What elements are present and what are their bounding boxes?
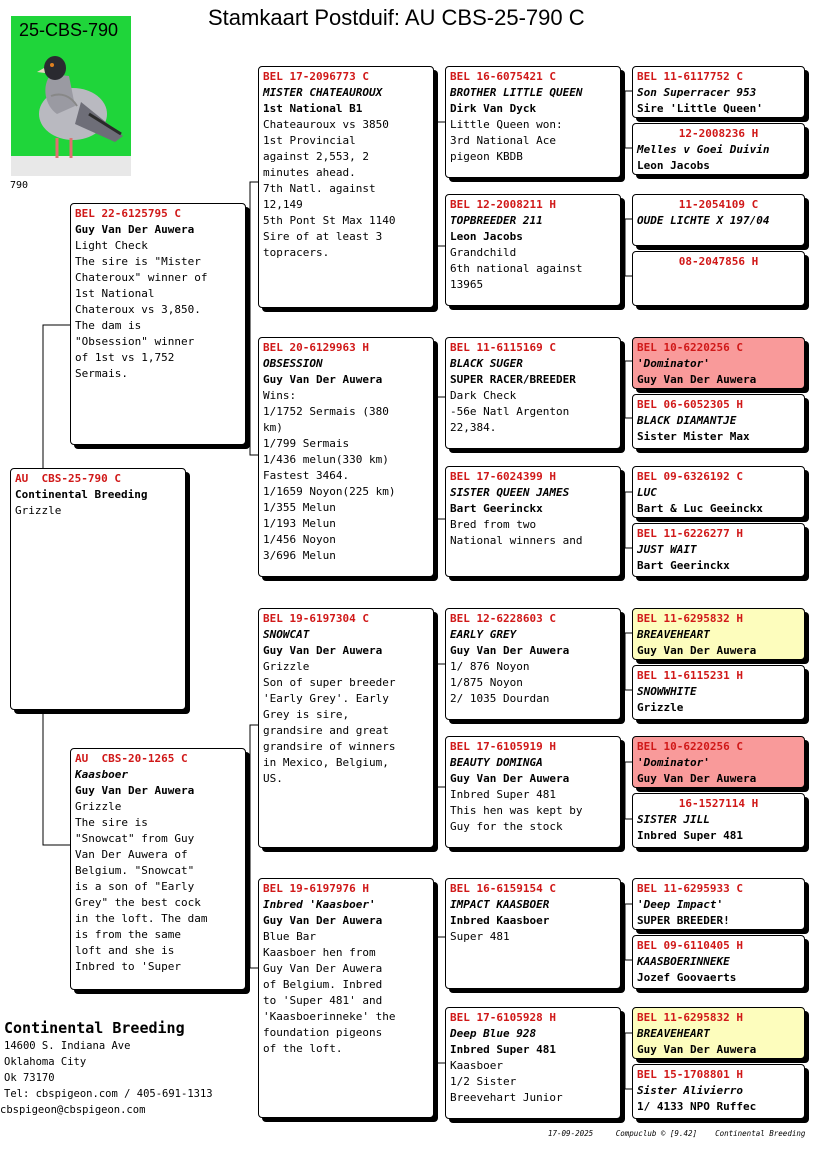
text-line: The sire is: [75, 816, 148, 829]
gen4-card[interactable]: [445, 878, 621, 989]
text-line: 22,384.: [450, 421, 497, 434]
pigeon-name: BREAVEHEART: [637, 1027, 710, 1040]
owner: Inbred Super 481: [450, 1043, 556, 1056]
gen5-card[interactable]: [632, 878, 805, 930]
gen5-card[interactable]: [632, 123, 805, 175]
ring-number: BEL 11-6117752 C: [637, 70, 743, 83]
text-line: 2/ 1035 Dourdan: [450, 692, 550, 705]
gen5-card[interactable]: [632, 66, 805, 118]
ring-number: BEL 06-6052305 H: [637, 398, 743, 411]
gen5-card[interactable]: [632, 251, 805, 306]
text-line: Kaasboer: [450, 1059, 503, 1072]
text-line: Kaasboer hen from: [263, 946, 376, 959]
ring-number: BEL 19-6197976 H: [263, 882, 369, 895]
father-card[interactable]: [70, 203, 246, 445]
grandsire-maternal-card[interactable]: [258, 608, 434, 848]
text-line: Grandchild: [450, 246, 517, 259]
text-line: to 'Super 481' and: [263, 994, 383, 1007]
text-line: loft and she is: [75, 944, 175, 957]
ring-number: BEL 19-6197304 C: [263, 612, 369, 625]
breeder-name: Continental Breeding: [4, 1019, 185, 1037]
text-line: of the loft.: [263, 1042, 343, 1055]
gen5-card[interactable]: [632, 935, 805, 989]
text-line: is from the same: [75, 928, 181, 941]
text-line: km): [263, 421, 283, 434]
text-line: of Belgium. Inbred: [263, 978, 383, 991]
gen4-card[interactable]: [445, 66, 621, 178]
print-date: 17-09-2025: [548, 1129, 594, 1138]
gen5-card[interactable]: [632, 466, 805, 518]
breeder-contact: [0, 1018, 213, 1118]
ring-number: BEL 10-6220256 C: [637, 341, 743, 354]
owner: Bart & Luc Geeinckx: [637, 502, 763, 515]
phone-line: Tel: cbspigeon.com / 405-691-1313: [4, 1088, 213, 1100]
text-line: Grizzle: [263, 660, 310, 673]
text-line: foundation pigeons: [263, 1026, 383, 1039]
owner: Guy Van Der Auwera: [637, 772, 757, 785]
text-line: 'Early Grey'. Early: [263, 692, 389, 705]
owner: Leon Jacobs: [637, 159, 710, 172]
ring-number: BEL 11-6295832 H: [637, 1011, 743, 1024]
pigeon-name: Inbred 'Kaasboer': [263, 898, 376, 911]
text-line: 1/193 Melun: [263, 517, 336, 530]
pigeon-name: MISTER CHATEAUROUX: [263, 86, 383, 99]
pigeon-name: Deep Blue 928: [450, 1027, 537, 1040]
pigeon-name: OBSESSION: [263, 357, 323, 370]
text-line: Van Der Auwera of: [75, 848, 188, 861]
ring-number: BEL 09-6326192 C: [637, 470, 743, 483]
ring-number: 12-2008236 H: [678, 127, 759, 140]
footer-breeder: Continental Breeding: [715, 1129, 806, 1138]
ring-number: BEL 11-6115169 C: [450, 341, 556, 354]
subject-card[interactable]: [10, 468, 186, 710]
owner: SUPER BREEDER!: [637, 914, 730, 927]
text-line: The dam is: [75, 319, 142, 332]
pigeon-name: 'Dominator': [637, 756, 710, 769]
owner: Guy Van Der Auwera: [450, 772, 570, 785]
text-line: Grizzle: [15, 504, 62, 517]
text-line: 1st Provincial: [263, 134, 356, 147]
photo-label: 25-CBS-790: [19, 20, 119, 40]
owner: Dirk Van Dyck: [450, 102, 537, 115]
pigeon-name: 'Dominator': [637, 357, 710, 370]
text-line: 1/875 Noyon: [450, 676, 523, 689]
pigeon-name: Melles v Goei Duivin: [637, 143, 770, 156]
text-line: Sermais.: [75, 367, 128, 380]
ring-number: BEL 09-6110405 H: [637, 939, 743, 952]
ring-number: AU CBS-25-790 C: [15, 472, 121, 485]
gen5-card[interactable]: [632, 665, 805, 720]
ring-number: BEL 15-1708801 H: [637, 1068, 743, 1081]
ring-number: 08-2047856 H: [678, 255, 759, 268]
pigeon-name: SNOWWHITE: [637, 685, 697, 698]
pigeon-name: BEAUTY DOMINGA: [450, 756, 543, 769]
text-line: 13965: [450, 278, 484, 291]
owner: Guy Van Der Auwera: [637, 373, 757, 386]
mother-card[interactable]: [70, 748, 246, 990]
text-line: -56e Natl Argenton: [450, 405, 570, 418]
ring-number: BEL 20-6129963 H: [263, 341, 369, 354]
text-line: in the loft. The dam: [75, 912, 208, 925]
owner: Continental Breeding: [15, 488, 148, 501]
text-line: grandsire and great: [263, 724, 389, 737]
text-line: Breevehart Junior: [450, 1091, 563, 1104]
text-line: "Obsession" winner: [75, 335, 195, 348]
text-line: Guy for the stock: [450, 820, 563, 833]
pigeon-name: SNOWCAT: [263, 628, 310, 641]
gen5-card[interactable]: [632, 523, 805, 577]
ring-number: AU CBS-20-1265 C: [75, 752, 188, 765]
gen5-card[interactable]: [632, 1007, 805, 1059]
text-line: Belgium. "Snowcat": [75, 864, 195, 877]
owner: Guy Van Der Auwera: [75, 223, 195, 236]
owner: Sire 'Little Queen': [637, 102, 763, 115]
ring-number: BEL 11-6226277 H: [637, 527, 743, 540]
owner: SUPER RACER/BREEDER: [450, 373, 576, 386]
owner: Grizzle: [637, 701, 684, 714]
gen4-card[interactable]: [445, 1007, 621, 1119]
text-line: 1/799 Sermais: [263, 437, 350, 450]
pigeon-name: Kaasboer: [75, 768, 128, 781]
gen5-card[interactable]: [632, 608, 805, 660]
gen4-card[interactable]: [445, 337, 621, 449]
text-line: 7th Natl. against: [263, 182, 376, 195]
ring-number: BEL 17-6105919 H: [450, 740, 556, 753]
ring-number: BEL 12-2008211 H: [450, 198, 556, 211]
software-credit: Compuclub © [9.42]: [615, 1129, 698, 1138]
gen5-card[interactable]: [632, 194, 805, 246]
granddam-maternal-card[interactable]: [258, 878, 434, 1118]
text-line: 1/1752 Sermais (380: [263, 405, 389, 418]
owner: Bart Geerinckx: [450, 502, 543, 515]
owner: Guy Van Der Auwera: [75, 784, 195, 797]
pigeon-name: BROTHER LITTLE QUEEN: [450, 86, 583, 99]
pigeon-name: LUC: [637, 486, 657, 499]
owner: Bart Geerinckx: [637, 559, 730, 572]
text-line: Guy Van Der Auwera: [263, 962, 383, 975]
owner: Inbred Kaasboer: [450, 914, 550, 927]
ring-number: 16-1527114 H: [678, 797, 759, 810]
text-line: Son of super breeder: [263, 676, 396, 689]
owner: Guy Van Der Auwera: [263, 373, 383, 386]
text-line: 5th Pont St Max 1140: [263, 214, 396, 227]
text-line: This hen was kept by: [450, 804, 583, 817]
text-line: The sire is "Mister: [75, 255, 201, 268]
owner: Guy Van Der Auwera: [263, 644, 383, 657]
owner: Guy Van Der Auwera: [263, 914, 383, 927]
text-line: Wins:: [263, 389, 297, 402]
address-line: Ok 73170: [4, 1072, 55, 1084]
text-line: National winners and: [450, 534, 583, 547]
owner: Guy Van Der Auwera: [637, 644, 757, 657]
ring-number: BEL 10-6220256 C: [637, 740, 743, 753]
owner: Guy Van Der Auwera: [450, 644, 570, 657]
text-line: pigeon KBDB: [450, 150, 523, 163]
text-line: 3rd National Ace: [450, 134, 556, 147]
gen5-card[interactable]: [632, 394, 805, 449]
text-line: is a son of "Early: [75, 880, 195, 893]
ring-number: BEL 22-6125795 C: [75, 207, 181, 220]
text-line: Sire of at least 3: [263, 230, 383, 243]
text-line: Dark Check: [450, 389, 517, 402]
owner: Inbred Super 481: [637, 829, 743, 842]
pigeon-name: Sister Alivierro: [637, 1084, 743, 1097]
text-line: of 1st vs 1,752: [75, 351, 175, 364]
text-line: Chateauroux vs 3850: [263, 118, 389, 131]
text-line: 'Kaasboerinneke' the: [263, 1010, 396, 1023]
owner: Sister Mister Max: [637, 430, 750, 443]
text-line: Fastest 3464.: [263, 469, 350, 482]
pigeon-name: SISTER QUEEN JAMES: [450, 486, 570, 499]
gen5-card[interactable]: [632, 1064, 805, 1119]
text-line: Light Check: [75, 239, 148, 252]
gen4-card[interactable]: [445, 194, 621, 306]
address-line: 14600 S. Indiana Ave: [4, 1040, 131, 1052]
ring-number: BEL 16-6159154 C: [450, 882, 556, 895]
ring-number: BEL 12-6228603 C: [450, 612, 556, 625]
email-line: cbspigeon@cbspigeon.com: [0, 1104, 146, 1116]
ring-number: BEL 16-6075421 C: [450, 70, 556, 83]
text-line: Grizzle: [75, 800, 122, 813]
pigeon-name: EARLY GREY: [450, 628, 517, 641]
text-line: Super 481: [450, 930, 510, 943]
photo-number: 790: [10, 180, 29, 191]
pigeon-name: BLACK SUGER: [450, 357, 523, 370]
owner: 1/ 4133 NPO Ruffec: [637, 1100, 757, 1113]
text-line: 6th national against: [450, 262, 583, 275]
text-line: Inbred Super 481: [450, 788, 556, 801]
ring-number: BEL 11-6295832 H: [637, 612, 743, 625]
ring-number: BEL 11-6115231 H: [637, 669, 743, 682]
text-line: grandsire of winners: [263, 740, 396, 753]
text-line: minutes ahead.: [263, 166, 356, 179]
text-line: Bred from two: [450, 518, 537, 531]
pigeon-name: Son Superracer 953: [637, 86, 757, 99]
pigeon-name: SISTER JILL: [637, 813, 710, 826]
text-line: 1/2 Sister: [450, 1075, 517, 1088]
gen4-card[interactable]: [445, 736, 621, 848]
text-line: Grey is sire,: [263, 708, 350, 721]
text-line: 1/1659 Noyon(225 km): [263, 485, 396, 498]
text-line: "Snowcat" from Guy: [75, 832, 195, 845]
address-line: Oklahoma City: [4, 1056, 87, 1068]
gen4-card[interactable]: [445, 608, 621, 720]
text-line: 1/355 Melun: [263, 501, 336, 514]
granddam-paternal-card[interactable]: [258, 337, 434, 577]
grandsire-paternal-card[interactable]: [258, 66, 434, 308]
text-line: 1st National: [75, 287, 155, 300]
text-line: Grey" the best cock: [75, 896, 201, 909]
page-title: Stamkaart Postduif: AU CBS-25-790 C: [208, 5, 585, 30]
text-line: US.: [263, 772, 283, 785]
text-line: against 2,553, 2: [263, 150, 369, 163]
text-line: Inbred to 'Super: [75, 960, 181, 973]
gen5-card[interactable]: [632, 793, 805, 848]
text-line: 1/ 876 Noyon: [450, 660, 530, 673]
text-line: Blue Bar: [263, 930, 316, 943]
pigeon-name: BLACK DIAMANTJE: [637, 414, 737, 427]
gen5-card[interactable]: [632, 736, 805, 788]
pigeon-name: KAASBOERINNEKE: [637, 955, 730, 968]
footer: [548, 1129, 805, 1138]
owner: Guy Van Der Auwera: [637, 1043, 757, 1056]
text-line: Little Queen won:: [450, 118, 563, 131]
pigeon-name: JUST WAIT: [637, 543, 697, 556]
pigeon-name: BREAVEHEART: [637, 628, 710, 641]
text-line: Chateroux" winner of: [75, 271, 208, 284]
text-line: topracers.: [263, 246, 330, 259]
owner: Leon Jacobs: [450, 230, 523, 243]
text-line: 3/696 Melun: [263, 549, 336, 562]
text-line: 1/436 melun(330 km): [263, 453, 389, 466]
text-line: 1/456 Noyon: [263, 533, 336, 546]
ring-number: 11-2054109 C: [678, 198, 759, 211]
text-line: in Mexico, Belgium,: [263, 756, 389, 769]
text-line: Chateroux vs 3,850.: [75, 303, 201, 316]
pigeon-name: 'Deep Impact': [637, 898, 724, 911]
ring-number: BEL 17-2096773 C: [263, 70, 369, 83]
ring-number: BEL 17-6024399 H: [450, 470, 556, 483]
pigeon-name: OUDE LICHTE X 197/04: [637, 214, 770, 227]
text-line: 12,149: [263, 198, 303, 211]
owner: Jozef Goovaerts: [637, 971, 737, 984]
ring-number: BEL 11-6295933 C: [637, 882, 743, 895]
ring-number: BEL 17-6105928 H: [450, 1011, 556, 1024]
pigeon-name: IMPACT KAASBOER: [450, 898, 550, 911]
owner: 1st National B1: [263, 102, 363, 115]
gen4-card[interactable]: [445, 466, 621, 577]
pigeon-name: TOPBREEDER 211: [450, 214, 543, 227]
gen5-card[interactable]: [632, 337, 805, 389]
